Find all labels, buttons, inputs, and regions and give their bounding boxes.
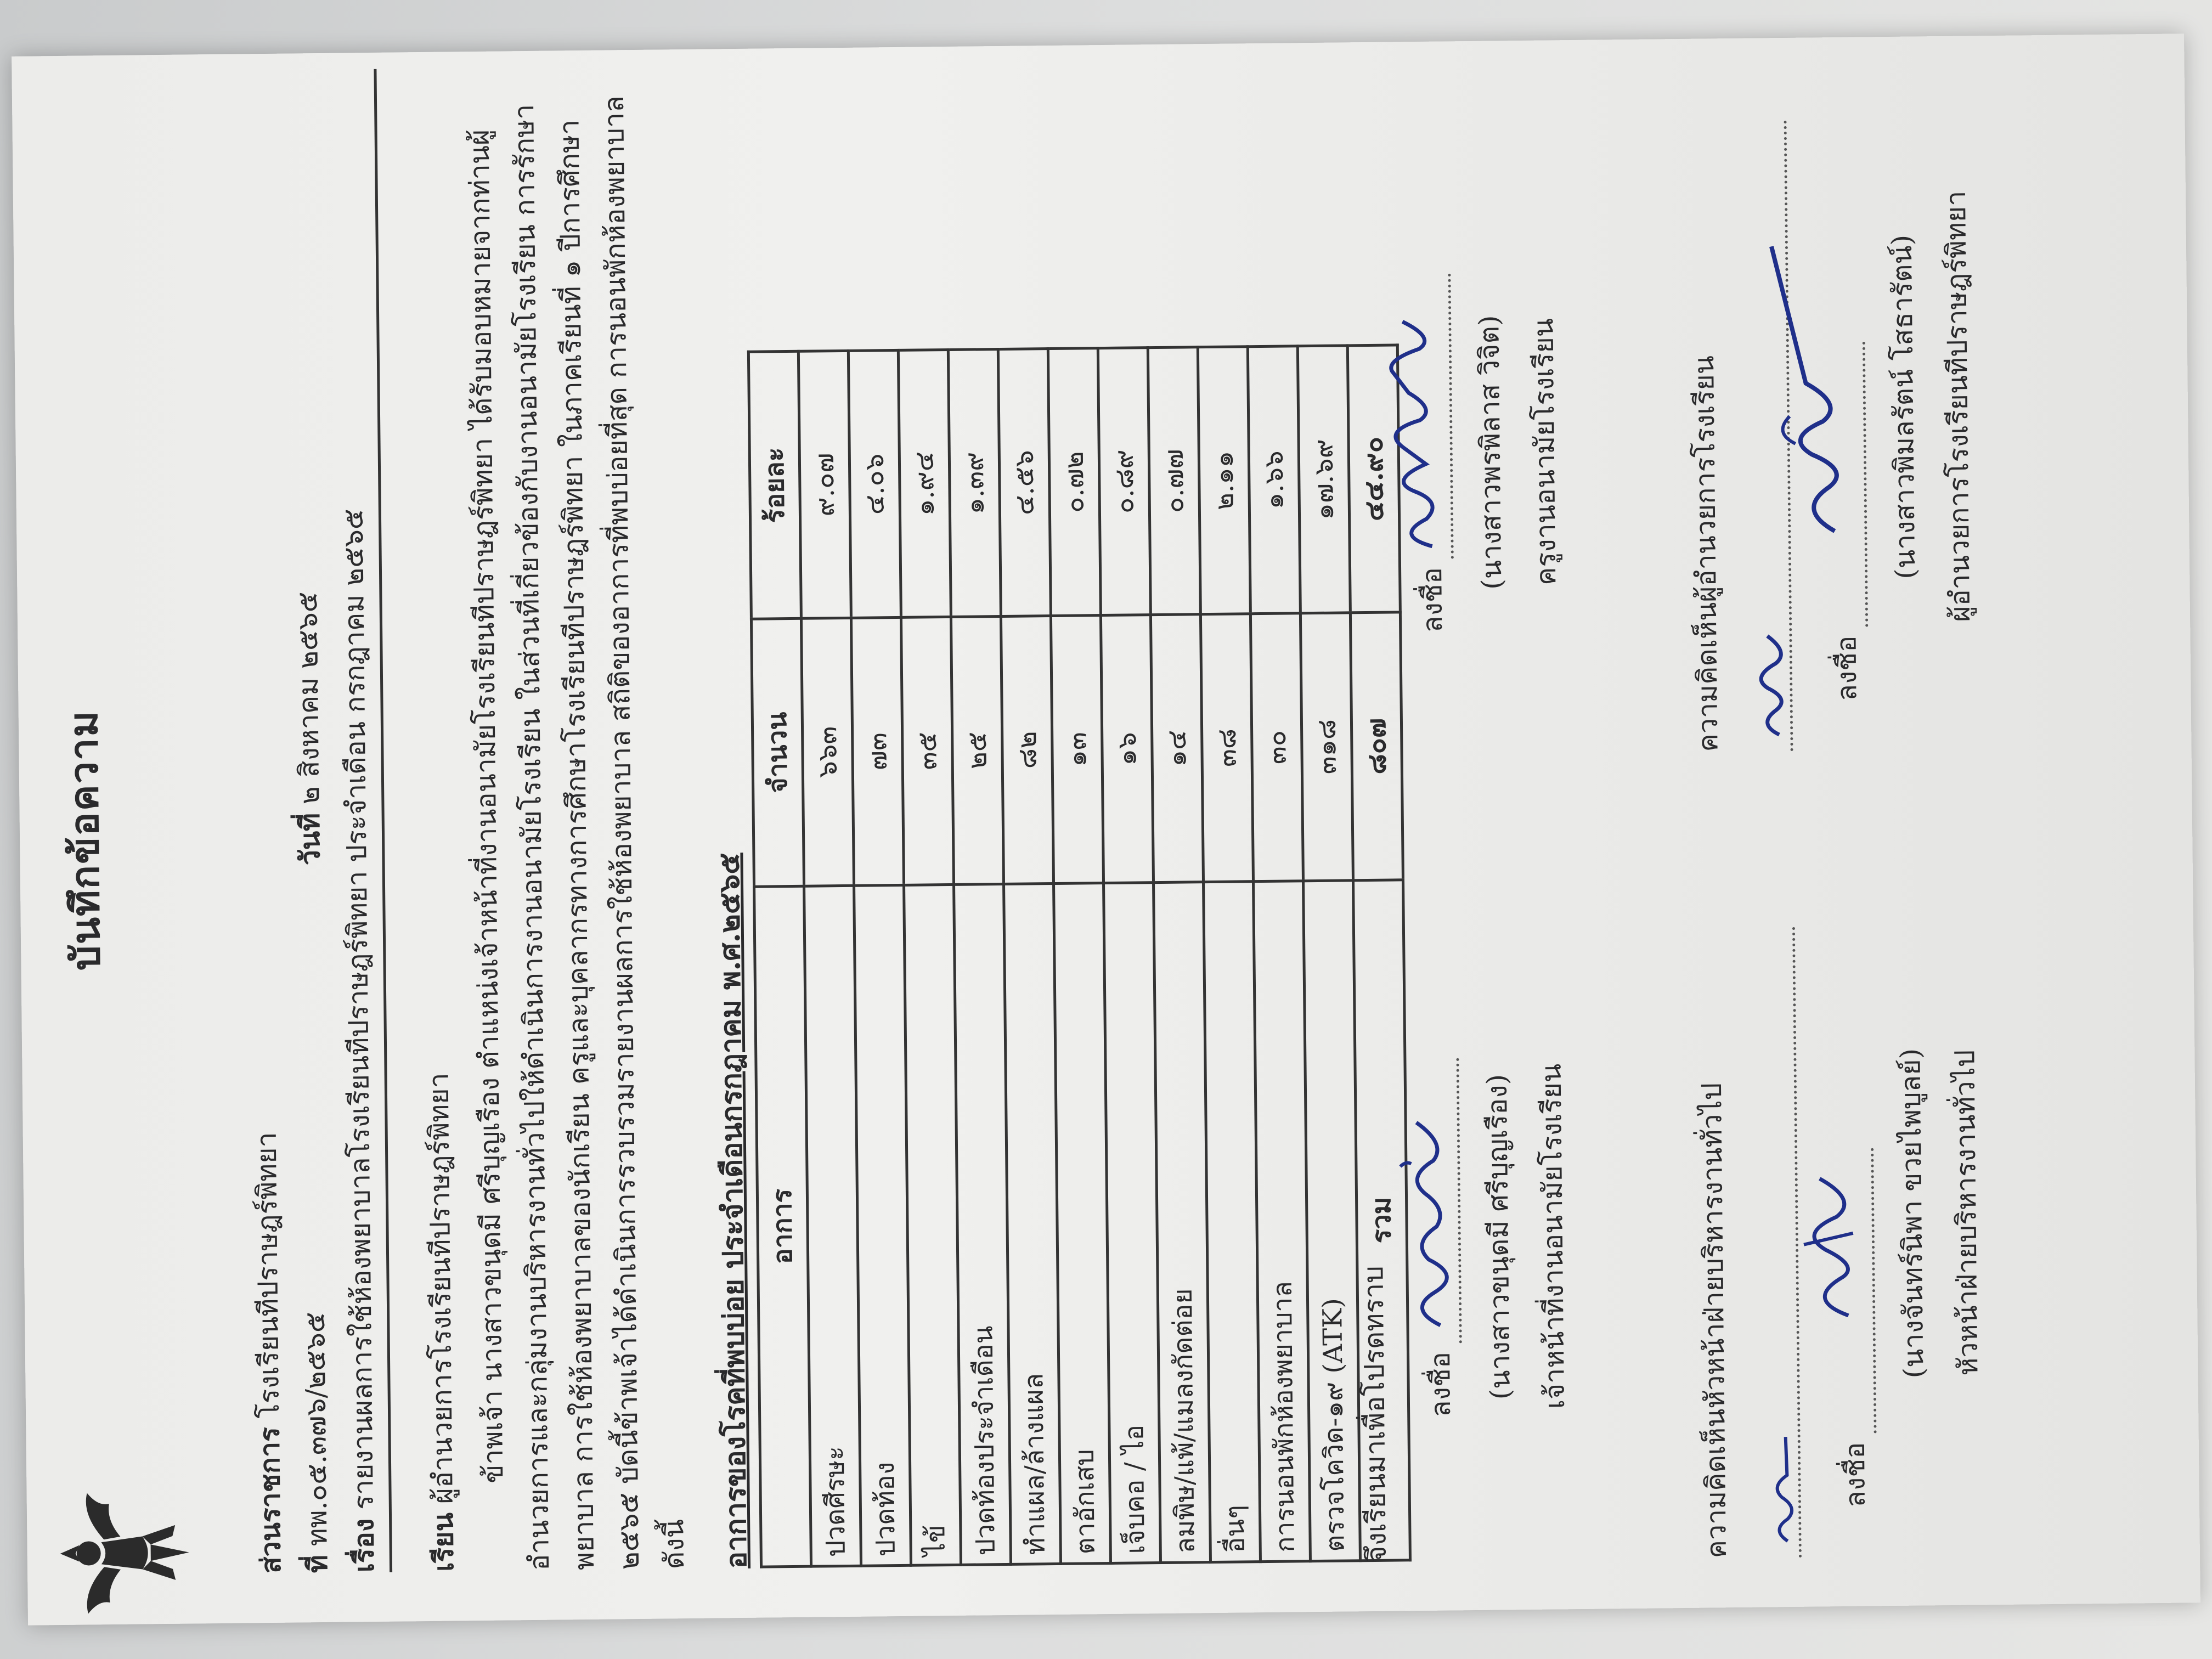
- signature-block-teacher: [1406, 150, 1570, 755]
- subject-line: [332, 509, 386, 1573]
- percent-cell: ๒.๑๑: [1198, 347, 1250, 614]
- opinion-block-general-admin: [1688, 870, 1992, 1559]
- sign-label: ลงชื่อ: [1424, 1351, 1457, 1418]
- body-paragraph: [456, 88, 697, 1571]
- symptom-cell: ทำแผล/ล้างแผล: [1004, 883, 1061, 1564]
- symptom-cell: ปวดท้องประจำเดือน: [954, 884, 1011, 1565]
- header-percent: ร้อยละ: [748, 351, 801, 619]
- sign-label: ลงชื่อ: [1830, 635, 1863, 702]
- closing-line: จึงเรียนมาเพื่อโปรดทราบ: [1357, 1265, 1393, 1562]
- table-title: อาการของโรคที่พบบ่อย ประจำเดือนกรกฎาคม พ.ศ.๒๕๖๕: [712, 853, 754, 1569]
- count-cell: ๒๕: [951, 617, 1003, 884]
- signature-row: [1406, 151, 1456, 755]
- percent-cell: ๑.๖๖: [1248, 346, 1300, 614]
- count-cell: ๑๓: [1051, 616, 1103, 883]
- sig1-name: (นางสาวขนุดมี ศรีบุญเรือง): [1481, 1074, 1516, 1400]
- percent-cell: ๐.๗๒: [1048, 348, 1101, 616]
- agency-label: ส่วนราชการ: [253, 1426, 287, 1574]
- handwritten-signature: [1760, 235, 1863, 543]
- percent-cell: ๑๗.๖๙: [1297, 346, 1350, 613]
- symptom-cell: ลมพิษ/แพ้/แมลงกัดต่อย: [1154, 882, 1211, 1562]
- count-cell: ๓๕: [901, 617, 953, 885]
- symptom-cell: อื่นๆ: [1204, 881, 1261, 1562]
- total-count: ๘๐๗: [1350, 612, 1403, 880]
- sign-label: ลงชื่อ: [1416, 567, 1449, 633]
- body-text: ข้าพเจ้า นางสาวขนุดมี ศรีบุญเรือง ตำแหน่งเจ้าหน้าที่งานอนามัยโรงเรียนทีปราษฎร์พิทยา ได้รับมอบหมายจากท่านผู้อำนวยการและกลุ่มงานบริหารงานทั่วไปให้ดำเนินการงานอนามัยโรงเรียน ในส่วนที่เกี่ยวข้องกับงานอนามัยโรงเรียน การรักษาพยาบาล การใช้ห้องพยาบาลของนักเรียน ครูและบุคลากรทางการศึกษาโรงเรียนทีปราษฎร์พิทยา ในภาคเรียนที่ ๑ ปีการศึกษา ๒๕๖๕ บัดนี้ข้าพเจ้าได้ดำเนินการรวบรวมรายงานผลการใช้ห้องพยาบาล สถิติของอาการที่พบบ่อยที่สุด การนอนพักห้องพยาบาล ดังนี้: [463, 95, 691, 1571]
- reference-label: ที่: [301, 1554, 334, 1573]
- total-percent: ๔๔.๙๐: [1347, 345, 1400, 613]
- count-cell: ๓๘: [1200, 614, 1253, 882]
- count-cell: ๑๔: [1150, 614, 1203, 882]
- addressee-line: [417, 1073, 466, 1572]
- header-symptom: อาการ: [754, 886, 811, 1567]
- symptom-cell: ตรวจโควิด-๑๙ (ATK): [1303, 880, 1360, 1561]
- date-label: วันที่: [293, 812, 326, 866]
- subject-value: รายงานผลการใช้ห้องพยาบาลโรงเรียนทีปราษฎร์พิทยา ประจำเดือน กรกฎาคม ๒๕๖๕: [337, 509, 380, 1510]
- symptom-stats-table: [747, 343, 1412, 1568]
- handwritten-signature: [1394, 1100, 1462, 1331]
- percent-cell: ๙.๐๗: [798, 351, 851, 618]
- symptom-cell: ตาอักเสบ: [1054, 883, 1111, 1564]
- reference-line: [294, 1312, 340, 1573]
- percent-cell: ๑.๓๙: [948, 349, 1001, 617]
- count-cell: ๓๐: [1250, 613, 1303, 881]
- handwritten-opinion: [1759, 1415, 1804, 1547]
- op1-title: ความคิดเห็นหัวหน้าฝ่ายบริหารงานทั่วไป: [1695, 1082, 1733, 1559]
- symptom-cell: เจ็บคอ / ไอ: [1104, 882, 1161, 1563]
- symptom-cell: การนอนพักห้องพยาบาล: [1254, 881, 1311, 1561]
- count-cell: ๗๓: [851, 618, 904, 885]
- signature-row: [1414, 935, 1464, 1539]
- handwritten-signature: [1792, 1162, 1865, 1327]
- symptom-cell: ปวดศีรษะ: [804, 885, 861, 1566]
- op1-name: (นางจันทร์นิพา ขวยไพบูลย์): [1894, 1048, 1930, 1379]
- header-count: จำนวน: [751, 619, 804, 887]
- symptom-cell: ไข้: [904, 884, 961, 1565]
- total-label: รวม: [1353, 879, 1410, 1560]
- op1-position: หัวหน้าฝ่ายบริหารงานทั่วไป: [1949, 1049, 1984, 1376]
- percent-cell: ๐.๘๙: [1098, 348, 1150, 616]
- count-cell: ๖๖๓: [801, 618, 854, 886]
- op2-position: ผู้อำนวยการโรงเรียนทีปราษฎร์พิทยา: [1939, 190, 1977, 622]
- percent-cell: ๑.๙๔: [898, 349, 951, 617]
- signature-row: [1827, 871, 1878, 1557]
- count-cell: ๘๒: [1001, 616, 1053, 884]
- percent-cell: ๔.๐๖: [848, 350, 901, 618]
- sign-label: ลงชื่อ: [1838, 1442, 1872, 1508]
- percent-cell: ๐.๗๗: [1148, 347, 1200, 615]
- memo-paper: [12, 33, 2200, 1625]
- symptom-cell: ปวดท้อง: [854, 885, 911, 1566]
- op2-title: ความคิดเห็นผู้อำนวยการโรงเรียน: [1688, 355, 1724, 752]
- signature-block-nurse: [1414, 934, 1578, 1539]
- reference-value: ทพ.๐๕.๓๗๖/๒๕๖๕: [299, 1312, 334, 1547]
- date-value: ๒ สิงหาคม ๒๕๖๕: [291, 591, 326, 805]
- sig2-title: ครูงานอนามัยโรงเรียน: [1527, 318, 1562, 586]
- opinion-block-director: [1679, 63, 1983, 752]
- date-line: [286, 591, 332, 865]
- agency-value: โรงเรียนทีปราษฎร์พิทยา: [250, 1132, 286, 1419]
- sig2-name: (นางสาวพรพิลาส วิจิต): [1473, 315, 1508, 590]
- agency-line: [245, 1132, 293, 1573]
- count-cell: ๓๑๘: [1300, 613, 1353, 881]
- signature-row: [1819, 64, 1869, 751]
- count-cell: ๑๖: [1101, 615, 1153, 883]
- handwritten-signature: [1369, 304, 1449, 557]
- percent-cell: ๔.๕๖: [998, 349, 1051, 617]
- addressee-label: เรียน: [426, 1512, 460, 1572]
- sig1-title: เจ้าหน้าที่งานอนามัยโรงเรียน: [1535, 1063, 1571, 1409]
- handwritten-opinion: [1745, 608, 1796, 741]
- addressee-value: ผู้อำนวยการโรงเรียนทีปราษฎร์พิทยา: [422, 1073, 459, 1504]
- op2-name: (นางสาวพิมลรัตน์ โสธารัตน์): [1886, 234, 1922, 579]
- subject-label: เรื่อง: [347, 1518, 381, 1573]
- header-title: บันทึกข้อความ: [59, 709, 109, 971]
